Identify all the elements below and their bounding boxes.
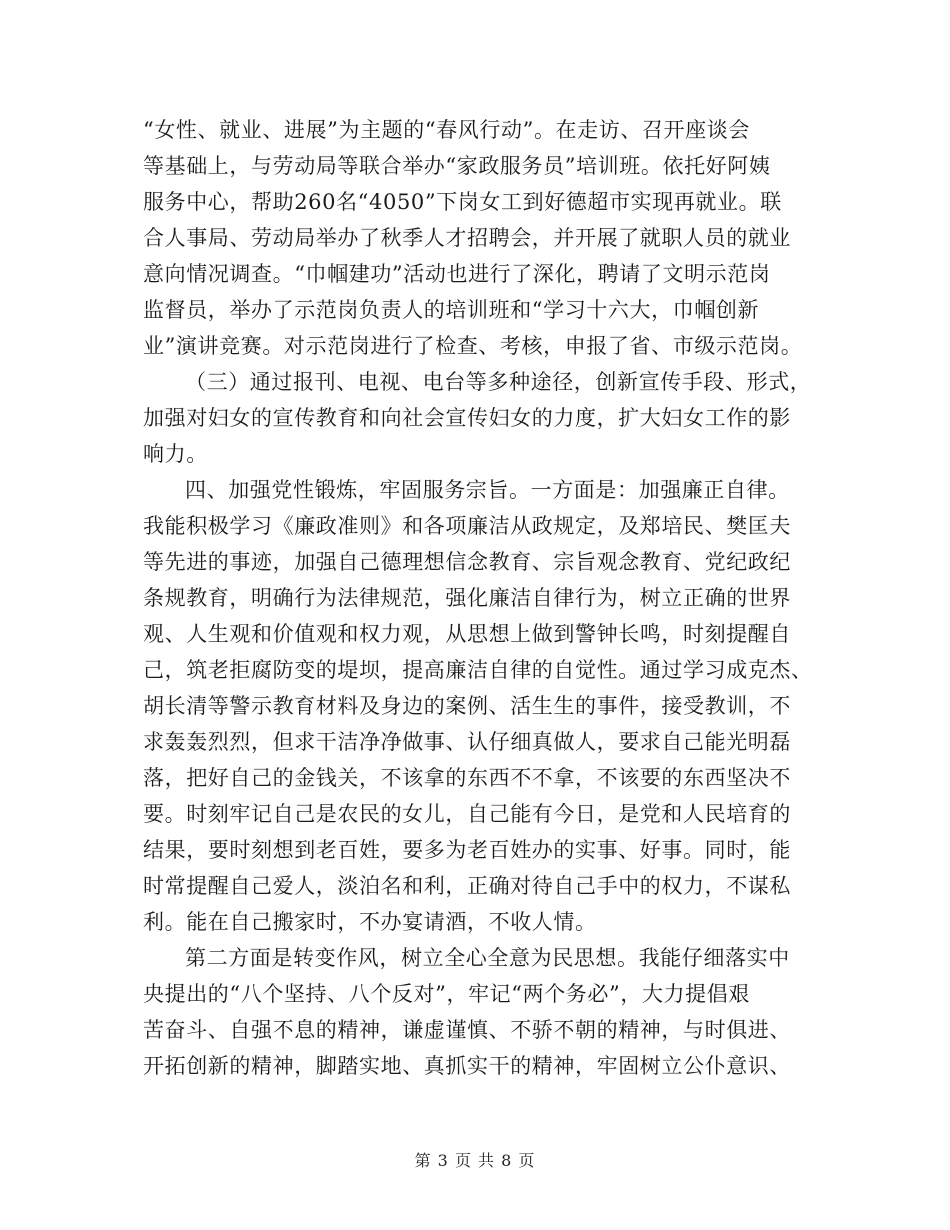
text-line: 加强对妇女的宣传教育和向社会宣传妇女的力度，扩大妇女工作的影 <box>143 406 791 430</box>
text-line: 观、人生观和价值观和权力观，从思想上做到警钟长鸣，时刻提醒自 <box>143 622 791 646</box>
text-line: 我能积极学习《廉政准则》和各项廉洁从政规定，及郑培民、樊匡夫 <box>143 514 791 538</box>
text-line: 己，筑老拒腐防变的堤坝，提高廉洁自律的自觉性。通过学习成克杰、 <box>143 658 813 682</box>
text-line: 监督员，举办了示范岗负责人的培训班和“学习十六大，巾帼创新 <box>143 298 760 322</box>
text-line: 落，把好自己的金钱关，不该拿的东西不不拿，不该要的东西坚决不 <box>143 766 791 790</box>
text-line: 四、加强党性锻炼，牢固服务宗旨。一方面是：加强廉正自律。 <box>185 478 790 502</box>
text-line: 等基础上，与劳动局等联合举办“家政服务员”培训班。依托好阿姨 <box>143 154 771 178</box>
text-line: 求轰轰烈烈，但求干洁净净做事、认仔细真做人，要求自己能光明磊 <box>143 730 791 754</box>
text-line: 响力。 <box>143 442 208 466</box>
text-line: （三）通过报刊、电视、电台等多种途径，创新宣传手段、形式， <box>185 370 812 394</box>
document-body <box>143 112 811 1084</box>
text-line: 意向情况调查。“巾帼建功”活动也进行了深化，聘请了文明示范岗 <box>143 262 771 286</box>
page-footer: 第 3 页 共 8 页 <box>414 1151 536 1170</box>
text-line: 苦奋斗、自强不息的精神，谦虚谨慎、不骄不朝的精神，与时俱进、 <box>143 1018 791 1042</box>
text-line: “女性、就业、进展”为主题的“春风行动”。在走访、召开座谈会 <box>143 118 750 142</box>
text-line: 业”演讲竞赛。对示范岗进行了检查、考核，申报了省、市级示范岗。 <box>143 334 803 358</box>
text-line: 开拓创新的精神，脚踏实地、真抓实干的精神，牢固树立公仆意识、 <box>143 1054 791 1078</box>
text-line: 合人事局、劳动局举办了秋季人才招聘会，并开展了就职人员的就业 <box>143 226 791 250</box>
text-line: 等先进的事迹，加强自己德理想信念教育、宗旨观念教育、党纪政纪 <box>143 550 791 574</box>
text-line: 胡长清等警示教育材料及身边的案例、活生生的事件，接受教训，不 <box>143 694 791 718</box>
text-line: 条规教育，明确行为法律规范，强化廉洁自律行为，树立正确的世界 <box>143 586 791 610</box>
text-line: 要。时刻牢记自己是农民的女儿，自己能有今日，是党和人民培育的 <box>143 802 791 826</box>
text-line: 服务中心，帮助260名“4050”下岗女工到好德超市实现再就业。联 <box>143 190 782 214</box>
text-line: 央提出的“八个坚持、八个反对”，牢记“两个务必”，大力提倡艰 <box>143 982 750 1006</box>
text-line: 时常提醒自己爱人，淡泊名和利，正确对待自己手中的权力，不谋私 <box>143 874 791 898</box>
text-line: 利。能在自己搬家时，不办宴请酒，不收人情。 <box>143 910 597 934</box>
text-line: 第二方面是转变作风，树立全心全意为民思想。我能仔细落实中 <box>185 946 790 970</box>
text-line: 结果，要时刻想到老百姓，要多为老百姓办的实事、好事。同时，能 <box>143 838 791 862</box>
